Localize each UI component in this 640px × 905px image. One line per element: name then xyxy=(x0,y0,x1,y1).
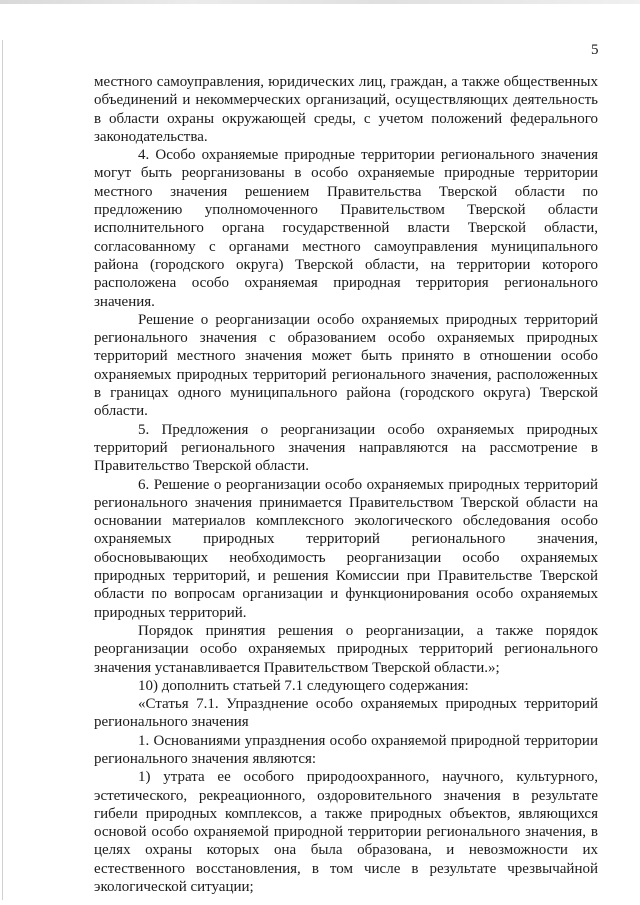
paragraph-reorganization-decision: Решение о реорганизации особо охраняемых природных территорий регионального значения с образованием особо охраняемых природных территорий местного значения может быть принято в отношении особо охраняемых природных территорий регионального значения, расположенных в границах одного муниципального района (городского округа) Тверской области. xyxy=(94,311,598,420)
paragraph-continuation: местного самоуправления, юридических лиц, граждан, а также общественных объединений и некоммерческих организаций, осуществляющих деятельность в области охраны окружающей среды, с учетом положений федерального законодательства. xyxy=(94,74,598,145)
paragraph-article-7-1-title: «Статья 7.1. Упразднение особо охраняемых природных территорий регионального значения xyxy=(94,696,598,731)
paragraph-article-7-1-item-1: 1. Основаниями упразднения особо охраняемой природной территории регионального значения являются: xyxy=(94,732,598,767)
document-body xyxy=(94,73,598,896)
paragraph-item-4: 4. Особо охраняемые природные территории регионального значения могут быть реорганизованы в особо охраняемые природные территории местного значения решением Правительства Тверской области по предложению уполномоченного Правительством Тверской области исполнительного органа государственной власти Тверской области, согласованному с органами местного самоуправления муниципального района (городского округа) Тверской области, на территории которого расположена особо охраняемая природная территория регионального значения. xyxy=(94,147,598,310)
page-number: 5 xyxy=(591,42,599,58)
scan-edge-left xyxy=(2,40,3,900)
paragraph-procedure: Порядок принятия решения о реорганизации, а также порядок реорганизации особо охраняемых природных территорий регионального значения устанавливается Правительством Тверской области.»; xyxy=(94,622,598,676)
paragraph-item-5: 5. Предложения о реорганизации особо охраняемых природных территорий регионального значения направляются на рассмотрение в Правительство Тверской области. xyxy=(94,421,598,475)
scan-edge-top xyxy=(0,0,640,4)
paragraph-article-7-1-subitem-1: 1) утрата ее особого природоохранного, научного, культурного, эстетического, рекреационного, оздоровительного значения в результате гибели природных комплексов, а также природных объектов, являющихся основой особо охраняемой природной территории регионального значения, в целях охраны которых она была образована, и невозможности их естественного восстановления, в том числе в результате чрезвычайной экологической ситуации; xyxy=(94,769,598,896)
paragraph-amendment-10: 10) дополнить статьей 7.1 следующего содержания: xyxy=(138,677,469,694)
paragraph-item-6: 6. Решение о реорганизации особо охраняемых природных территорий регионального значения принимается Правительством Тверской области на основании материалов комплексного экологического обследования особо охраняемых природных территорий регионального значения, обосновывающих необходимость реорганизации особо охраняемых природных территорий, и решения Комиссии при Правительстве Тверской области по вопросам организации и функционирования особо охраняемых природных территорий. xyxy=(94,476,598,621)
